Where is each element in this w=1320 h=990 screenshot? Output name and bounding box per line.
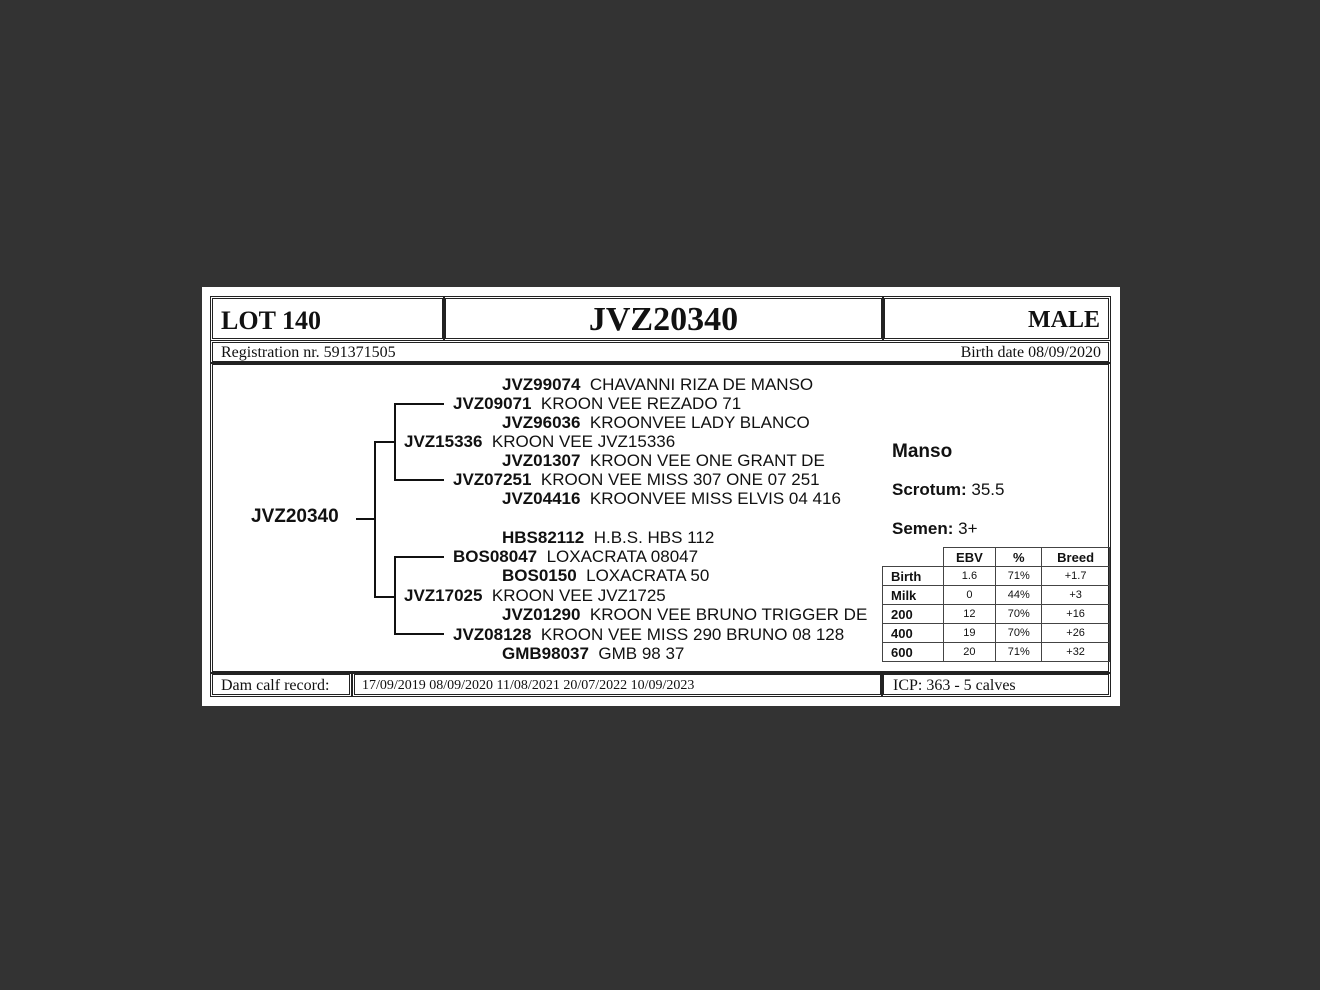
pedigree-entry: BOS08047 LOXACRATA 08047 [453, 547, 699, 566]
birth-date: Birth date 08/09/2020 [960, 344, 1101, 361]
semen: Semen: 3+ [892, 519, 978, 538]
info-row [210, 340, 1111, 364]
pedigree-entry: JVZ17025 KROON VEE JVZ1725 [404, 586, 666, 605]
ebv-header-row [883, 548, 1110, 567]
pedigree-entry: JVZ99074 CHAVANNI RIZA DE MANSO [502, 375, 814, 394]
connector-dam-vertical [394, 556, 396, 634]
ebv-table [882, 547, 1110, 662]
pedigree-entry: HBS82112 H.B.S. HBS 112 [502, 528, 715, 547]
pedigree-entry: JVZ96036 KROONVEE LADY BLANCO [502, 413, 810, 432]
dam-calf-label-box [210, 672, 352, 697]
connector-subject [356, 518, 374, 520]
pedigree-entry: JVZ09071 KROON VEE REZADO 71 [453, 394, 742, 413]
pedigree-entry: JVZ07251 KROON VEE MISS 307 ONE 07 251 [453, 470, 820, 489]
pedigree-entry: JVZ08128 KROON VEE MISS 290 BRUNO 08 128 [453, 625, 845, 644]
table-row: 600 20 71% +32 [883, 643, 1110, 662]
lot-card [202, 287, 1120, 706]
connector-dam [374, 596, 394, 598]
dam-calf-dates: 17/09/2019 08/09/2020 11/08/2021 20/07/2022 10/09/2023 [362, 678, 695, 693]
connector-sire-sire [394, 403, 444, 405]
registration-number: Registration nr. 591371505 [221, 344, 396, 361]
pct-header: % [996, 548, 1042, 567]
connector-dam-dam [394, 633, 444, 635]
lot-box [210, 296, 445, 341]
pedigree-entry: GMB98037 GMB 98 37 [502, 644, 685, 663]
connector-sire-vertical [394, 403, 396, 481]
table-row: Birth 1.6 71% +1.7 [883, 567, 1110, 586]
pedigree-entry: JVZ01307 KROON VEE ONE GRANT DE [502, 451, 825, 470]
sex-box [882, 296, 1111, 341]
table-row: Milk 0 44% +3 [883, 586, 1110, 605]
pedigree-entry: JVZ04416 KROONVEE MISS ELVIS 04 416 [502, 489, 841, 508]
scrotum: Scrotum: 35.5 [892, 480, 1005, 499]
connector-sire [374, 441, 394, 443]
pedigree-subject: JVZ20340 [251, 506, 339, 527]
animal-id-box [443, 296, 884, 341]
connector-parents-vertical [374, 441, 376, 598]
icp-value: ICP: 363 - 5 calves [893, 677, 1016, 694]
lot-number: LOT 140 [221, 306, 321, 335]
animal-id-title: JVZ20340 [588, 301, 739, 338]
pedigree-entry: JVZ01290 KROON VEE BRUNO TRIGGER DE [502, 605, 868, 624]
pedigree-entry: BOS0150 LOXACRATA 50 [502, 566, 710, 585]
connector-dam-sire [394, 556, 444, 558]
table-row: 400 19 70% +26 [883, 624, 1110, 643]
table-row: 200 12 70% +16 [883, 605, 1110, 624]
ebv-header: EBV [943, 548, 996, 567]
breed-header: Breed [1042, 548, 1110, 567]
breeder-name: Manso [892, 441, 953, 462]
dam-calf-dates-box [352, 672, 883, 697]
pedigree-entry: JVZ15336 KROON VEE JVZ15336 [404, 432, 676, 451]
sex-label: MALE [1028, 307, 1100, 333]
connector-sire-dam [394, 479, 444, 481]
dam-calf-label: Dam calf record: [221, 677, 330, 694]
icp-box [881, 672, 1111, 697]
